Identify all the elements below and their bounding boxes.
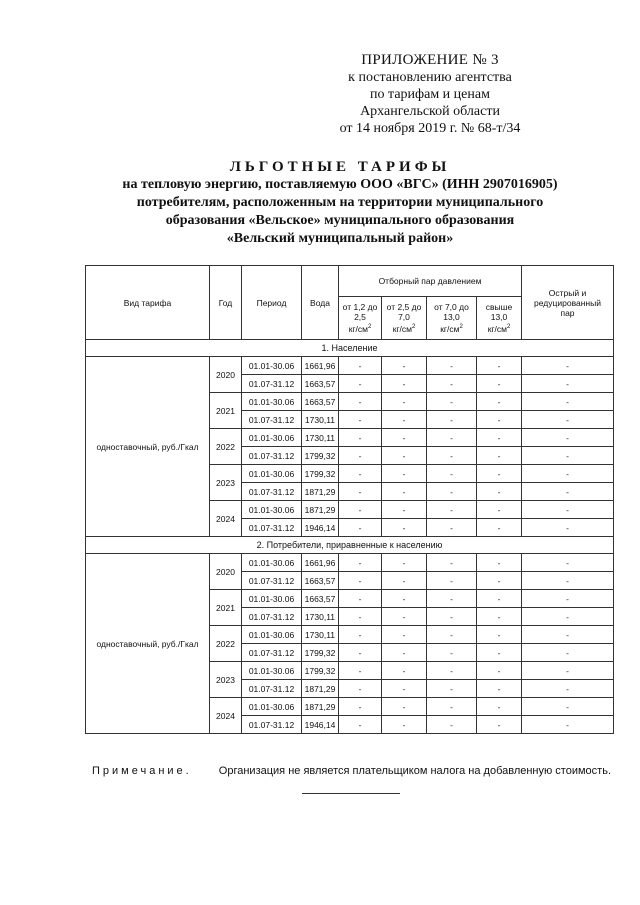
table-row <box>86 357 614 375</box>
sharp-steam-value-cell: - <box>522 608 614 626</box>
sharp-steam-value-cell: - <box>522 626 614 644</box>
period-cell: 01.01-30.06 <box>242 357 302 375</box>
end-rule <box>302 793 400 794</box>
water-value-cell: 1661,96 <box>302 357 339 375</box>
period-cell: 01.01-30.06 <box>242 501 302 519</box>
steam-value-cell: - <box>477 626 522 644</box>
header-pressure-1: от 1,2 до 2,5 $кг/см^2$ <box>339 297 382 340</box>
steam-value-cell: - <box>427 411 477 429</box>
table-row <box>86 554 614 572</box>
steam-value-cell: - <box>339 411 382 429</box>
sharp-steam-value-cell: - <box>522 662 614 680</box>
water-value-cell: 1799,32 <box>302 465 339 483</box>
steam-value-cell: - <box>477 465 522 483</box>
steam-value-cell: - <box>382 357 427 375</box>
steam-value-cell: - <box>427 483 477 501</box>
year-cell: 2022 <box>210 429 242 465</box>
steam-value-cell: - <box>477 411 522 429</box>
steam-value-cell: - <box>339 608 382 626</box>
steam-value-cell: - <box>339 375 382 393</box>
sharp-steam-value-cell: - <box>522 447 614 465</box>
tariff-table <box>85 265 614 734</box>
steam-value-cell: - <box>477 393 522 411</box>
footnote-text: Организация не является плательщиком налога на добавленную стоимость. <box>218 765 611 777</box>
water-value-cell: 1871,29 <box>302 698 339 716</box>
steam-value-cell: - <box>477 590 522 608</box>
period-cell: 01.01-30.06 <box>242 393 302 411</box>
steam-value-cell: - <box>477 429 522 447</box>
water-value-cell: 1730,11 <box>302 608 339 626</box>
period-cell: 01.07-31.12 <box>242 572 302 590</box>
steam-value-cell: - <box>427 554 477 572</box>
steam-value-cell: - <box>427 716 477 734</box>
header-pressure-3: от 7,0 до 13,0 $кг/см^2$ <box>427 297 477 340</box>
steam-value-cell: - <box>477 357 522 375</box>
steam-value-cell: - <box>339 501 382 519</box>
steam-value-cell: - <box>339 572 382 590</box>
water-value-cell: 1799,32 <box>302 662 339 680</box>
footnote-label: Примечание. <box>92 765 192 777</box>
steam-value-cell: - <box>477 644 522 662</box>
footnote <box>92 765 611 777</box>
header-period: Период <box>242 266 302 340</box>
period-cell: 01.07-31.12 <box>242 411 302 429</box>
year-cell: 2020 <box>210 554 242 590</box>
water-value-cell: 1799,32 <box>302 447 339 465</box>
title-line: «Вельский муниципальный район» <box>226 231 454 246</box>
steam-value-cell: - <box>382 680 427 698</box>
period-cell: 01.07-31.12 <box>242 447 302 465</box>
period-cell: 01.07-31.12 <box>242 519 302 537</box>
header-year: Год <box>210 266 242 340</box>
header-water: Вода <box>302 266 339 340</box>
period-cell: 01.01-30.06 <box>242 626 302 644</box>
steam-value-cell: - <box>427 608 477 626</box>
appendix-ref-line: Архангельской области <box>360 104 500 119</box>
appendix-ref-line: к постановлению агентства <box>348 70 512 85</box>
sharp-steam-value-cell: - <box>522 680 614 698</box>
sharp-steam-value-cell: - <box>522 716 614 734</box>
steam-value-cell: - <box>477 680 522 698</box>
appendix-header <box>300 52 560 137</box>
period-cell: 01.01-30.06 <box>242 554 302 572</box>
water-value-cell: 1663,57 <box>302 572 339 590</box>
appendix-ref-line: по тарифам и ценам <box>370 87 490 102</box>
header-steam-group: Отборный пар давлением <box>339 266 522 297</box>
appendix-date: от 14 ноября 2019 г. № 68-т/34 <box>339 121 521 136</box>
steam-value-cell: - <box>382 429 427 447</box>
steam-value-cell: - <box>427 662 477 680</box>
sharp-steam-value-cell: - <box>522 698 614 716</box>
document-title <box>90 158 590 248</box>
sharp-steam-value-cell: - <box>522 465 614 483</box>
water-value-cell: 1663,57 <box>302 590 339 608</box>
sharp-steam-value-cell: - <box>522 572 614 590</box>
water-value-cell: 1730,11 <box>302 411 339 429</box>
steam-value-cell: - <box>339 519 382 537</box>
sharp-steam-value-cell: - <box>522 644 614 662</box>
year-cell: 2021 <box>210 590 242 626</box>
period-cell: 01.01-30.06 <box>242 429 302 447</box>
steam-value-cell: - <box>427 572 477 590</box>
steam-value-cell: - <box>382 698 427 716</box>
steam-value-cell: - <box>382 447 427 465</box>
sharp-steam-value-cell: - <box>522 375 614 393</box>
steam-value-cell: - <box>382 483 427 501</box>
section-title: 1. Население <box>86 340 614 357</box>
sharp-steam-value-cell: - <box>522 554 614 572</box>
year-cell: 2024 <box>210 501 242 537</box>
steam-value-cell: - <box>382 411 427 429</box>
steam-value-cell: - <box>382 608 427 626</box>
period-cell: 01.01-30.06 <box>242 590 302 608</box>
appendix-number: ПРИЛОЖЕНИЕ № 3 <box>361 52 499 68</box>
steam-value-cell: - <box>382 501 427 519</box>
header-sharp-steam: Острый и редуцированный пар <box>522 266 614 340</box>
steam-value-cell: - <box>427 501 477 519</box>
steam-value-cell: - <box>339 698 382 716</box>
period-cell: 01.07-31.12 <box>242 483 302 501</box>
steam-value-cell: - <box>427 447 477 465</box>
steam-value-cell: - <box>477 447 522 465</box>
sharp-steam-value-cell: - <box>522 429 614 447</box>
steam-value-cell: - <box>339 483 382 501</box>
steam-value-cell: - <box>477 662 522 680</box>
sharp-steam-value-cell: - <box>522 483 614 501</box>
steam-value-cell: - <box>477 554 522 572</box>
year-cell: 2020 <box>210 357 242 393</box>
sharp-steam-value-cell: - <box>522 393 614 411</box>
tariff-kind-cell: одноставочный, руб./Гкал <box>86 357 210 537</box>
steam-value-cell: - <box>477 698 522 716</box>
steam-value-cell: - <box>427 680 477 698</box>
year-cell: 2023 <box>210 662 242 698</box>
steam-value-cell: - <box>382 626 427 644</box>
water-value-cell: 1663,57 <box>302 393 339 411</box>
steam-value-cell: - <box>382 572 427 590</box>
water-value-cell: 1799,32 <box>302 644 339 662</box>
water-value-cell: 1730,11 <box>302 626 339 644</box>
steam-value-cell: - <box>477 483 522 501</box>
steam-value-cell: - <box>477 519 522 537</box>
steam-value-cell: - <box>427 519 477 537</box>
sharp-steam-value-cell: - <box>522 411 614 429</box>
steam-value-cell: - <box>339 590 382 608</box>
steam-value-cell: - <box>427 393 477 411</box>
header-tariff-kind: Вид тарифа <box>86 266 210 340</box>
period-cell: 01.07-31.12 <box>242 716 302 734</box>
period-cell: 01.07-31.12 <box>242 680 302 698</box>
steam-value-cell: - <box>382 644 427 662</box>
header-pressure-2: от 2,5 до 7,0 $кг/см^2$ <box>382 297 427 340</box>
steam-value-cell: - <box>382 662 427 680</box>
steam-value-cell: - <box>339 554 382 572</box>
period-cell: 01.01-30.06 <box>242 698 302 716</box>
header-pressure-4: свыше 13,0 $кг/см^2$ <box>477 297 522 340</box>
steam-value-cell: - <box>339 644 382 662</box>
water-value-cell: 1663,57 <box>302 375 339 393</box>
period-cell: 01.07-31.12 <box>242 608 302 626</box>
sharp-steam-value-cell: - <box>522 357 614 375</box>
tariff-table-body <box>86 340 614 734</box>
water-value-cell: 1871,29 <box>302 680 339 698</box>
steam-value-cell: - <box>382 554 427 572</box>
title-line: потребителям, расположенным на территории муниципального <box>136 195 544 210</box>
sharp-steam-value-cell: - <box>522 501 614 519</box>
steam-value-cell: - <box>382 716 427 734</box>
steam-value-cell: - <box>427 429 477 447</box>
steam-value-cell: - <box>339 447 382 465</box>
year-cell: 2023 <box>210 465 242 501</box>
steam-value-cell: - <box>339 429 382 447</box>
year-cell: 2024 <box>210 698 242 734</box>
tariff-kind-cell: одноставочный, руб./Гкал <box>86 554 210 734</box>
steam-value-cell: - <box>382 465 427 483</box>
steam-value-cell: - <box>382 375 427 393</box>
steam-value-cell: - <box>477 608 522 626</box>
title-line: на тепловую энергию, поставляемую ООО «ВГС» (ИНН 2907016905) <box>122 177 558 192</box>
steam-value-cell: - <box>427 357 477 375</box>
steam-value-cell: - <box>382 393 427 411</box>
period-cell: 01.01-30.06 <box>242 662 302 680</box>
steam-value-cell: - <box>477 501 522 519</box>
period-cell: 01.07-31.12 <box>242 644 302 662</box>
year-cell: 2022 <box>210 626 242 662</box>
sharp-steam-value-cell: - <box>522 519 614 537</box>
water-value-cell: 1661,96 <box>302 554 339 572</box>
water-value-cell: 1871,29 <box>302 501 339 519</box>
steam-value-cell: - <box>427 698 477 716</box>
steam-value-cell: - <box>427 465 477 483</box>
period-cell: 01.07-31.12 <box>242 375 302 393</box>
water-value-cell: 1946,14 <box>302 519 339 537</box>
water-value-cell: 1946,14 <box>302 716 339 734</box>
sharp-steam-value-cell: - <box>522 590 614 608</box>
steam-value-cell: - <box>477 572 522 590</box>
steam-value-cell: - <box>339 357 382 375</box>
steam-value-cell: - <box>477 375 522 393</box>
steam-value-cell: - <box>382 519 427 537</box>
steam-value-cell: - <box>382 590 427 608</box>
section-title: 2. Потребители, приравненные к населению <box>86 537 614 554</box>
steam-value-cell: - <box>339 662 382 680</box>
steam-value-cell: - <box>427 375 477 393</box>
steam-value-cell: - <box>427 626 477 644</box>
water-value-cell: 1871,29 <box>302 483 339 501</box>
steam-value-cell: - <box>339 716 382 734</box>
steam-value-cell: - <box>427 644 477 662</box>
steam-value-cell: - <box>339 626 382 644</box>
period-cell: 01.01-30.06 <box>242 465 302 483</box>
year-cell: 2021 <box>210 393 242 429</box>
steam-value-cell: - <box>339 465 382 483</box>
steam-value-cell: - <box>339 393 382 411</box>
steam-value-cell: - <box>339 680 382 698</box>
steam-value-cell: - <box>477 716 522 734</box>
title-line: образования «Вельское» муниципального образования <box>165 213 515 228</box>
steam-value-cell: - <box>427 590 477 608</box>
water-value-cell: 1730,11 <box>302 429 339 447</box>
title-heading: ЛЬГОТНЫЕ ТАРИФЫ <box>229 159 451 175</box>
